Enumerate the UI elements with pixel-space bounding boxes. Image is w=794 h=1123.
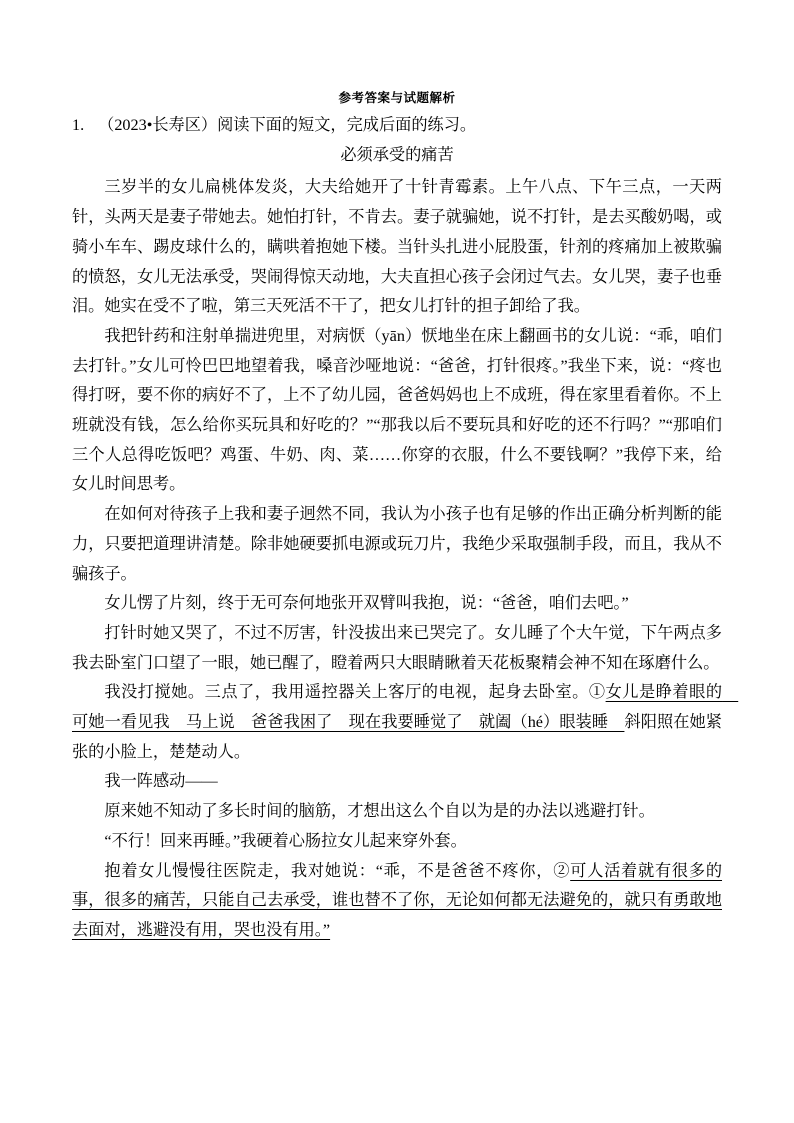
text-segment: 我没打搅她。三点了，我用遥控器关上客厅的电视，起身去卧室。 [104,683,589,702]
passage-body [72,173,739,945]
text-segment: “不行！回来再睡。”我硬着心肠拉女儿起来穿外套。 [104,831,467,850]
underlined-text-segment: 可人活着就有很多的事，很多的痛苦，只能自己去承受，谁也替不了你，无论如何都无法避免的，就只有勇敢地去面对，逃避没有用，哭也没有用。” [72,861,723,939]
passage-paragraph [72,678,739,767]
passage-paragraph [72,500,722,589]
passage-paragraph [72,857,722,946]
text-segment: 打针时她又哭了，不过不厉害，针没拔出来已哭完了。女儿睡了个大午觉，下午两点多我去卧室门口望了一眼，她已醒了，瞪着两只大眼睛瞅着天花板聚精会神不知在琢磨什么。 [72,623,722,672]
text-segment: ② [553,861,571,880]
passage-paragraph [72,322,722,500]
doc-header-title: 参考答案与试题解析 [338,91,456,105]
text-segment: 我把针药和注射单揣进兜里，对病恹（yān）恹地坐在床上翻画书的女儿说：“乖，咱们去打针。”女儿可怜巴巴地望着我，嗓音沙哑地说：“爸爸，打针很疼。”我坐下来，说：“疼也得打呀，要不你的病好不了，上不了幼儿园，爸爸妈妈也上不成班，得在家里看着你。不上班就没有钱，怎么给你买玩具和好吃的？”“那我以后不要玩具和好吃的还不行吗？”“那咱们三个人总得吃饭吧？鸡蛋、牛奶、肉、菜……你穿的衣服，什么不要钱啊？”我停下来，给女儿时间思考。 [72,326,722,494]
passage-paragraph [72,619,722,678]
question-number: 1. [72,116,85,134]
text-segment: 我一阵感动—— [104,772,218,791]
passage-title: 必须承受的痛苦 [340,145,454,164]
question-intro: （2023•长寿区）阅读下面的短文，完成后面的练习。 [98,116,477,134]
passage-paragraph [72,767,722,797]
text-segment: 抱着女儿慢慢往医院走，我对她说：“乖，不是爸爸不疼你， [104,861,554,880]
passage-paragraph [72,797,722,827]
text-segment: 在如何对待孩子上我和妻子迥然不同，我认为小孩子也有足够的作出正确分析判断的能力，只要把道理讲清楚。除非她硬要抓电源或玩刀片，我绝少采取强制手段，而且，我从不骗孩子。 [72,505,722,583]
passage-paragraph [72,589,722,619]
text-segment: 斜阳照在她紧张的小脸上，楚楚动人。 [72,713,722,761]
question-line [72,111,722,141]
underlined-text-segment: 女儿是睁着眼的 可她一看见我 马上说 爸爸我困了 现在我要睡觉了 就阖（hé）眼装睡 [72,683,739,732]
text-segment: ① [588,683,606,702]
text-segment: 三岁半的女儿扁桃体发炎，大夫给她开了十针青霉素。上午八点、下午三点，一天两针，头两天是妻子带她去。她怕打针，不肯去。妻子就骗她，说不打针，是去买酸奶喝，或骑小车车、踢皮球什么的，瞒哄着抱她下楼。当针头扎进小屁股蛋，针剂的疼痛加上被欺骗的愤怒，女儿无法承受，哭闹得惊天动地，大夫直担心孩子会闭过气去。女儿哭，妻子也垂泪。她实在受不了啦，第三天死活不干了，把女儿打针的担子卸给了我。 [72,178,722,316]
text-segment: 原来她不知动了多长时间的脑筋，才想出这么个自以为是的办法以逃避打针。 [104,802,655,821]
passage-paragraph [72,827,722,857]
passage-paragraph [72,173,722,322]
text-segment: 女儿愣了片刻，终于无可奈何地张开双臂叫我抱，说：“爸爸，咱们去吧。” [104,594,629,613]
